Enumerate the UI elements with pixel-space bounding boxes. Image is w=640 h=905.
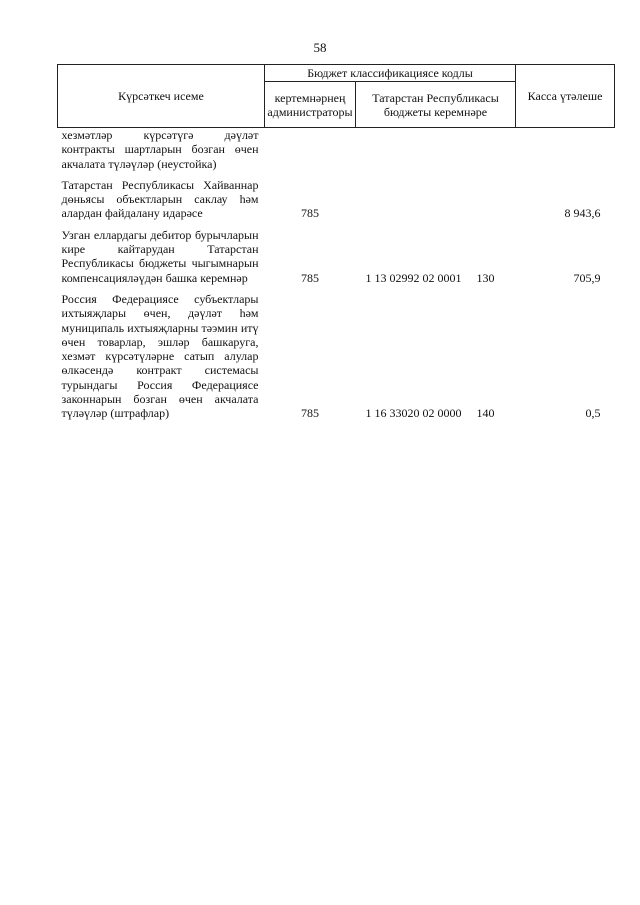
- table-row: [58, 178, 615, 221]
- header-indicator-name: Күрсәткеч исеме: [58, 65, 265, 128]
- row-admin-code: 785: [301, 406, 319, 421]
- table-row: [58, 292, 615, 421]
- header-cash-execution: Касса үтәлеше: [516, 65, 615, 128]
- row-name: Татарстан Республикасы Хайваннар дөньясы объектларын саклау һәм алардан файдалану идарәсе: [61, 177, 259, 221]
- row-name: Россия Федерациясе субъектлары ихтыяҗлары өчен, дәүләт һәм муниципаль ихтыяҗларны тәэмин итү өчен товарлар, эшләр башкаруга, хезмәт күрсәтүләрне сатып алулар өлкәсендә контракт системасы турындагы Россия Федерациясе законнарын бозган өчен акчалата түләүләр (штрафлар): [61, 291, 259, 421]
- header-tatarstan-revenues: Татарстан Республикасы бюджеты керемнәре: [356, 82, 516, 128]
- row-name: хезмәтләр күрсәтүгә дәүләт контракты шартларын бозган өчен акчалата түләүләр (неустойка): [61, 128, 259, 171]
- row-budget-code: 1 16 33020 02 0000 140: [365, 406, 495, 421]
- header-budget-classification: Бюджет классификациясе кодлы: [265, 65, 516, 82]
- row-amount: [516, 128, 615, 171]
- row-admin-code: 785: [301, 270, 319, 285]
- table-row: [58, 228, 615, 285]
- row-admin-code: [265, 128, 356, 171]
- row-amount: 0,5: [585, 406, 601, 421]
- page-number: 58: [313, 40, 327, 55]
- row-budget-code: [356, 178, 516, 221]
- row-admin-code: 785: [301, 206, 319, 221]
- row-name: Узган еллардагы дебитор бурычларын кире кайтарудан Татарстан Республикасы бюджеты чыгымнарын компенсацияләүдән башка керемнәр: [61, 227, 259, 285]
- table-row: [58, 128, 615, 171]
- row-amount: 8 943,6: [564, 206, 601, 221]
- header-revenue-administrator: кертемнәрнең администраторы: [265, 82, 356, 128]
- row-budget-code: [356, 128, 516, 171]
- row-amount: 705,9: [573, 270, 601, 285]
- budget-table: [57, 64, 615, 421]
- row-budget-code: 1 13 02992 02 0001 130: [365, 270, 495, 285]
